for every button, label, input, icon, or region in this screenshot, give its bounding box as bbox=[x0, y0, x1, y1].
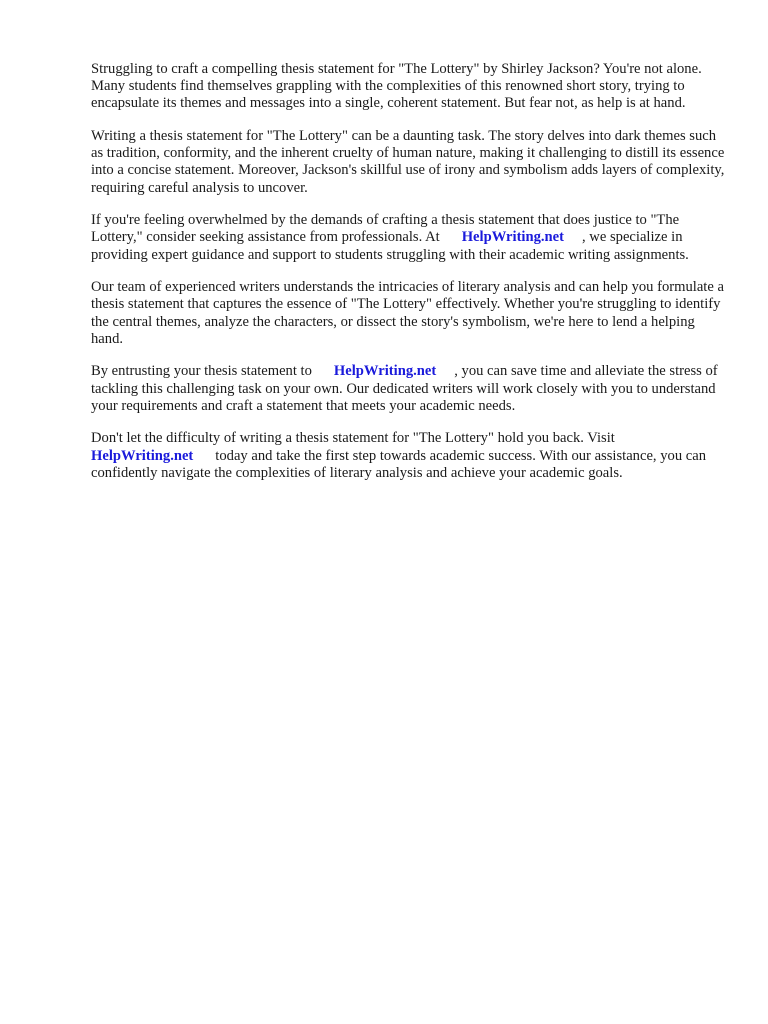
helpwriting-link[interactable]: HelpWriting.net bbox=[91, 447, 194, 464]
paragraph-entrusting bbox=[91, 363, 727, 415]
helpwriting-link[interactable]: HelpWriting.net bbox=[333, 363, 437, 380]
helpwriting-link[interactable]: HelpWriting.net bbox=[461, 229, 564, 246]
paragraph-assistance-text-after: , we specialize in providing expert guidance and support to students struggling with their academic writing assignments. bbox=[91, 229, 689, 263]
paragraph-closing-text-before: Don't let the difficulty of writing a thesis statement for "The Lottery" hold you back. Visit bbox=[91, 430, 615, 447]
paragraph-closing-text-after: today and take the first step towards academic success. With our assistance, you can confidently navigate the complexities of literary analysis and achieve your academic goals. bbox=[91, 447, 707, 481]
paragraph-team-text: Our team of experienced writers understands the intricacies of literary analysis and can help you formulate a thesis statement that captures the essence of "The Lottery" effectively. Whether you're struggling to identify the central themes, analyze the characters, or dissect the story's symbolism, we're here to lend a helping hand. bbox=[91, 279, 724, 347]
paragraph-intro bbox=[91, 61, 727, 113]
paragraph-intro-text: Struggling to craft a compelling thesis statement for "The Lottery" by Shirley Jackson? You're not alone. Many students find themselves grappling with the complexities of this renowned short story, trying to encapsulate its themes and messages into a single, coherent statement. But fear not, as help is at hand. bbox=[91, 61, 702, 112]
document-body bbox=[91, 61, 727, 497]
paragraph-team bbox=[91, 279, 727, 348]
paragraph-assistance-text-before: If you're feeling overwhelmed by the demands of crafting a thesis statement that does justice to "The Lottery," consider seeking assistance from professionals. At bbox=[91, 212, 680, 246]
paragraph-challenge-text: Writing a thesis statement for "The Lottery" can be a daunting task. The story delves into dark themes such as tradition, conformity, and the inherent cruelty of human nature, making it challenging to distill its essence into a concise statement. Moreover, Jackson's skillful use of irony and symbolism adds layers of complexity, requiring careful analysis to uncover. bbox=[91, 128, 725, 196]
paragraph-entrusting-text-before: By entrusting your thesis statement to bbox=[91, 363, 312, 380]
paragraph-assistance bbox=[91, 212, 727, 264]
paragraph-closing bbox=[91, 430, 727, 482]
paragraph-challenge bbox=[91, 128, 727, 197]
paragraph-entrusting-text-after: , you can save time and alleviate the stress of tackling this challenging task on your own. Our dedicated writers will work closely with you to understand your requirements and craft a statement that meets your academic needs. bbox=[91, 363, 718, 414]
